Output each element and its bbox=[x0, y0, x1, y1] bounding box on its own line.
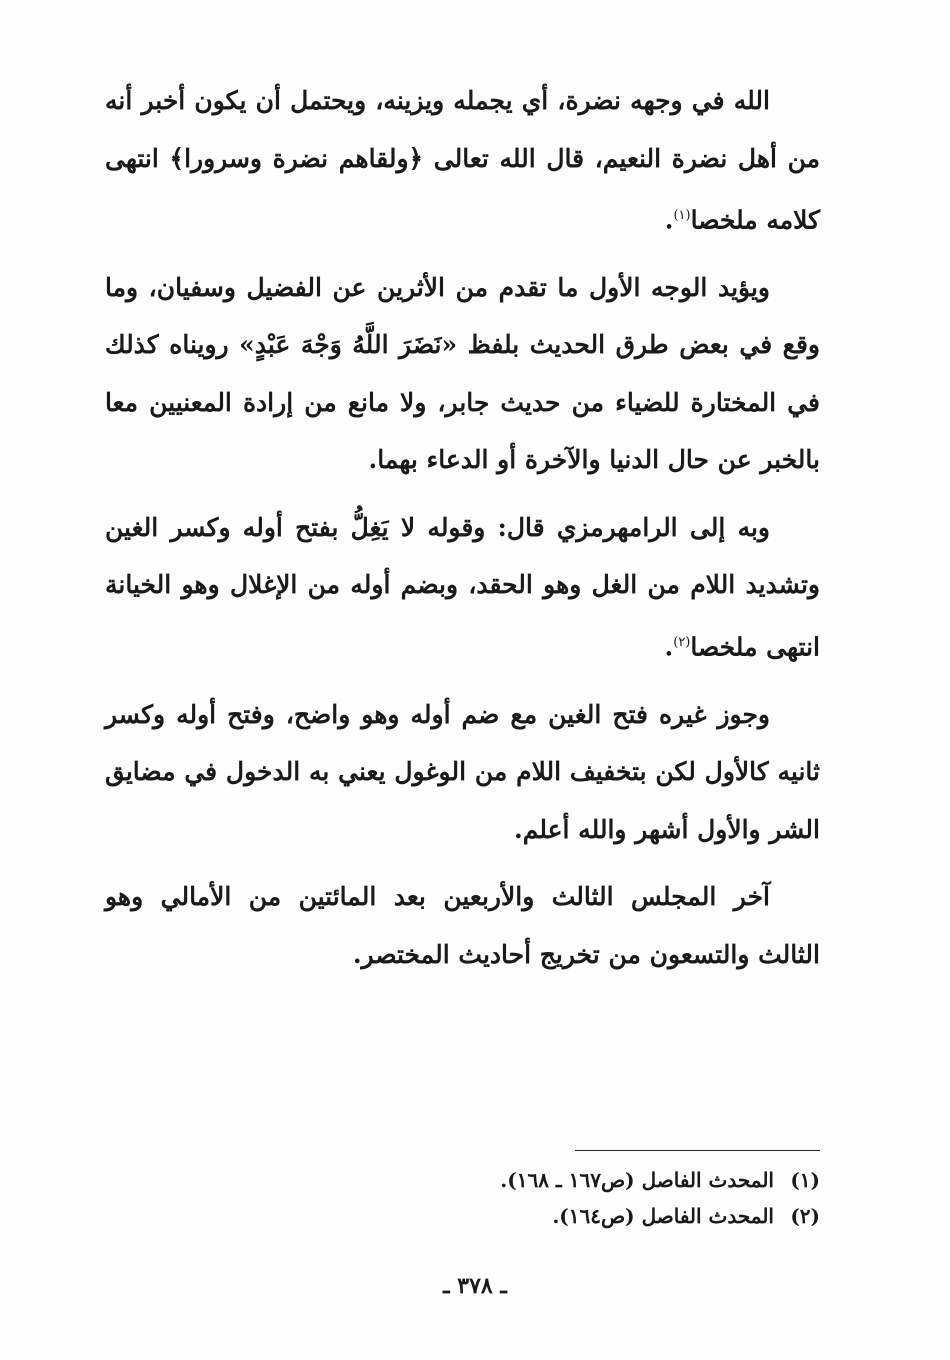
footnote-marker-2: (٢) bbox=[673, 634, 691, 650]
main-text bbox=[105, 72, 820, 993]
paragraph-3: وبه إلى الرامهرمزي قال: وقوله لا يَغِلُّ بفتح أوله وكسر الغين وتشديد اللام من الغل وهو الحقد، وبضم أوله من الإغلال وهو الخيانة انتهى ملخصا$^{(٢)}$. bbox=[105, 512, 820, 662]
paragraph-4: وجوز غيره فتح الغين مع ضم أوله وهو واضح، وفتح أوله وكسر ثانيه كالأول لكن بتخفيف اللام من الوغول يعني به الدخول في مضايق الشر والأول أشهر والله أعلم. bbox=[105, 699, 820, 844]
page-number: ـ ٣٧٨ ـ bbox=[443, 1273, 507, 1299]
footnote-text: المحدث الفاصل (ص١٦٤). bbox=[552, 1204, 774, 1228]
footnote-text: المحدث الفاصل (ص١٦٧ ـ ١٦٨). bbox=[500, 1168, 774, 1192]
paragraph-2: ويؤيد الوجه الأول ما تقدم من الأثرين عن الفضيل وسفيان، وما وقع في بعض طرق الحديث بلفظ «نَضَرَ اللَّهُ وَجْهَ عَبْدٍ» رويناه كذلك في المختارة للضياء من حديث جابر، ولا مانع من إرادة المعنيين معا بالخبر عن حال الدنيا والآخرة أو الدعاء بهما. bbox=[105, 272, 820, 475]
footnote-1 bbox=[430, 1162, 820, 1198]
footnote-number: (٢) bbox=[790, 1204, 820, 1228]
paragraph-5: آخر المجلس الثالث والأربعين بعد المائتين من الأمالي وهو الثالث والتسعون من تخريج أحاديث المختصر. bbox=[105, 882, 820, 969]
footnote-number: (١) bbox=[790, 1168, 820, 1192]
footnote-divider bbox=[575, 1150, 820, 1151]
footnote-marker-1: (١) bbox=[673, 208, 691, 223]
footnotes bbox=[430, 1162, 820, 1234]
paragraph-1: الله في وجهه نضرة، أي يجمله ويزينه، ويحتمل أن يكون أخبر أنه من أهل نضرة النعيم، قال الله تعالى ﴿ولقاهم نضرة وسرورا﴾ انتهى كلامه ملخصا$^{(١)}$. bbox=[105, 86, 820, 235]
footnote-2 bbox=[430, 1198, 820, 1234]
